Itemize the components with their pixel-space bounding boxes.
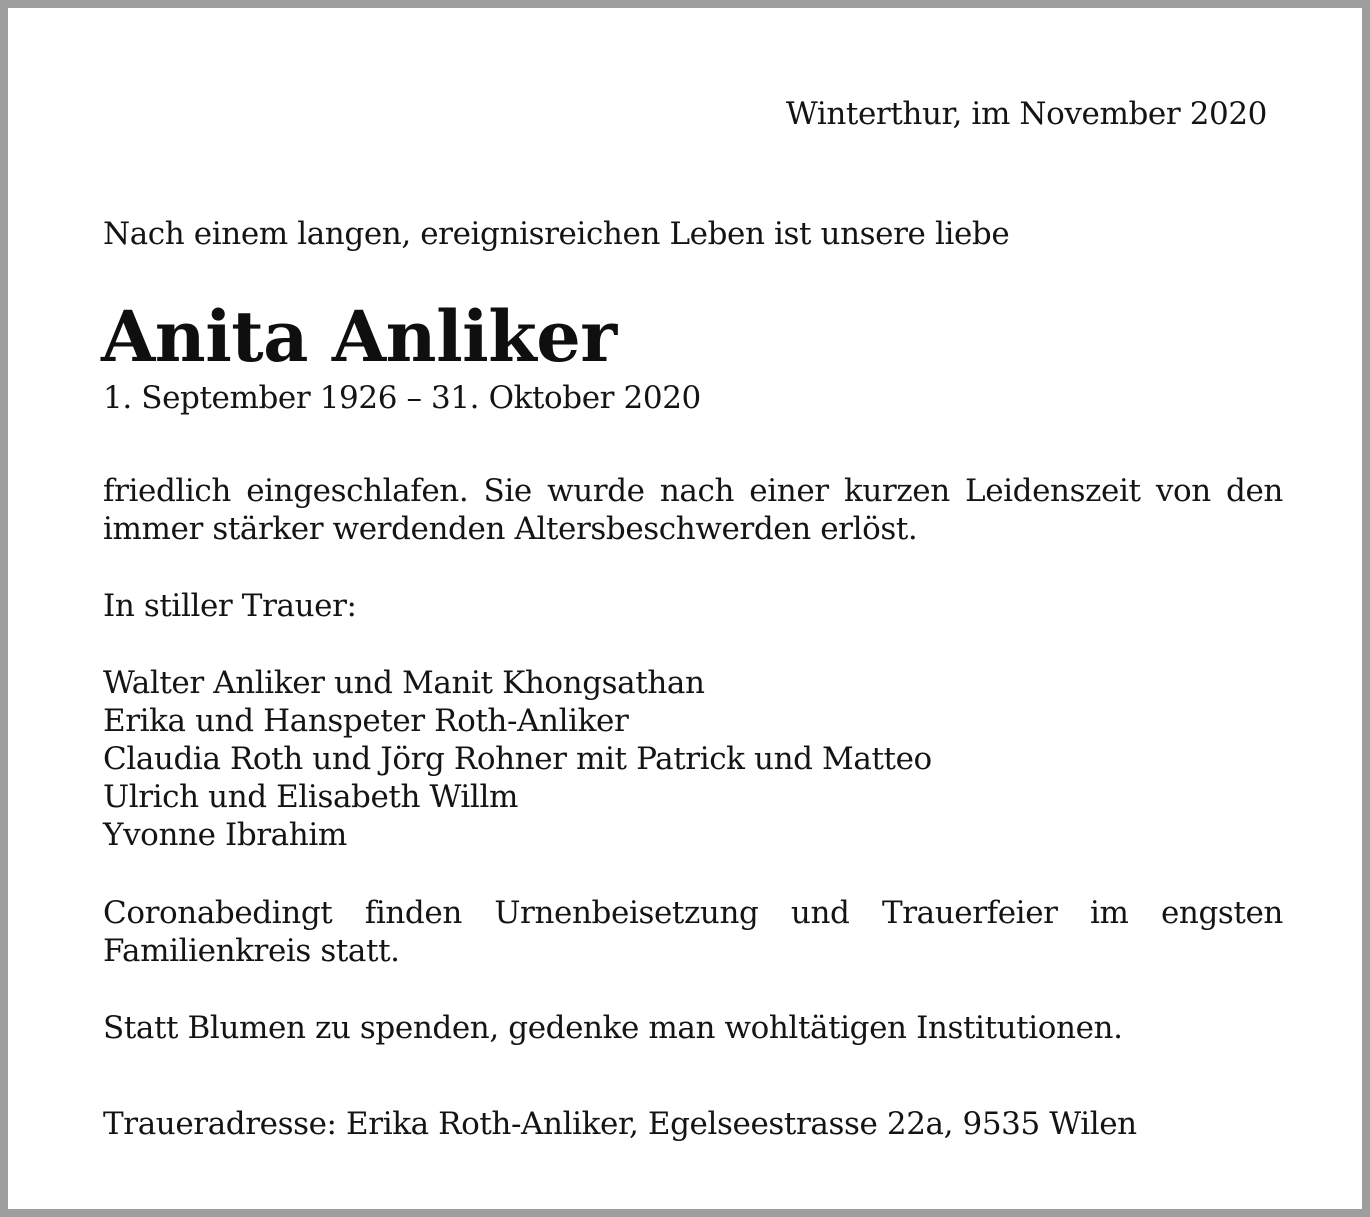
ceremony-paragraph: Coronabedingt finden Urnenbeisetzung und Trauerfeier im engsten Familienkreis statt. — [103, 895, 1283, 969]
mourner-entry: Claudia Roth und Jörg Rohner mit Patrick und Matteo — [103, 741, 932, 777]
mourners-list — [103, 664, 932, 854]
passing-paragraph: friedlich eingeschlafen. Sie wurde nach einer kurzen Leidenszeit von den immer stärker werdenden Altersbeschwerden erlöst. — [103, 473, 1283, 547]
mourner-entry: Erika und Hanspeter Roth-Anliker — [103, 703, 629, 739]
deceased-name: Anita Anliker — [101, 295, 617, 378]
mourner-entry: Yvonne Ibrahim — [103, 817, 347, 853]
mourning-heading: In stiller Trauer: — [103, 588, 357, 624]
dateline: Winterthur, im November 2020 — [785, 96, 1267, 132]
mourner-entry: Walter Anliker und Manit Khongsathan — [103, 665, 705, 701]
flowers-note: Statt Blumen zu spenden, gedenke man wohltätigen Institutionen. — [103, 1010, 1123, 1046]
mourner-entry: Ulrich und Elisabeth Willm — [103, 779, 518, 815]
intro-line: Nach einem langen, ereignisreichen Leben ist unsere liebe — [103, 216, 1010, 252]
mourning-address: Traueradresse: Erika Roth-Anliker, Egelseestrasse 22a, 9535 Wilen — [103, 1106, 1137, 1142]
life-dates: 1. September 1926 – 31. Oktober 2020 — [103, 380, 701, 416]
